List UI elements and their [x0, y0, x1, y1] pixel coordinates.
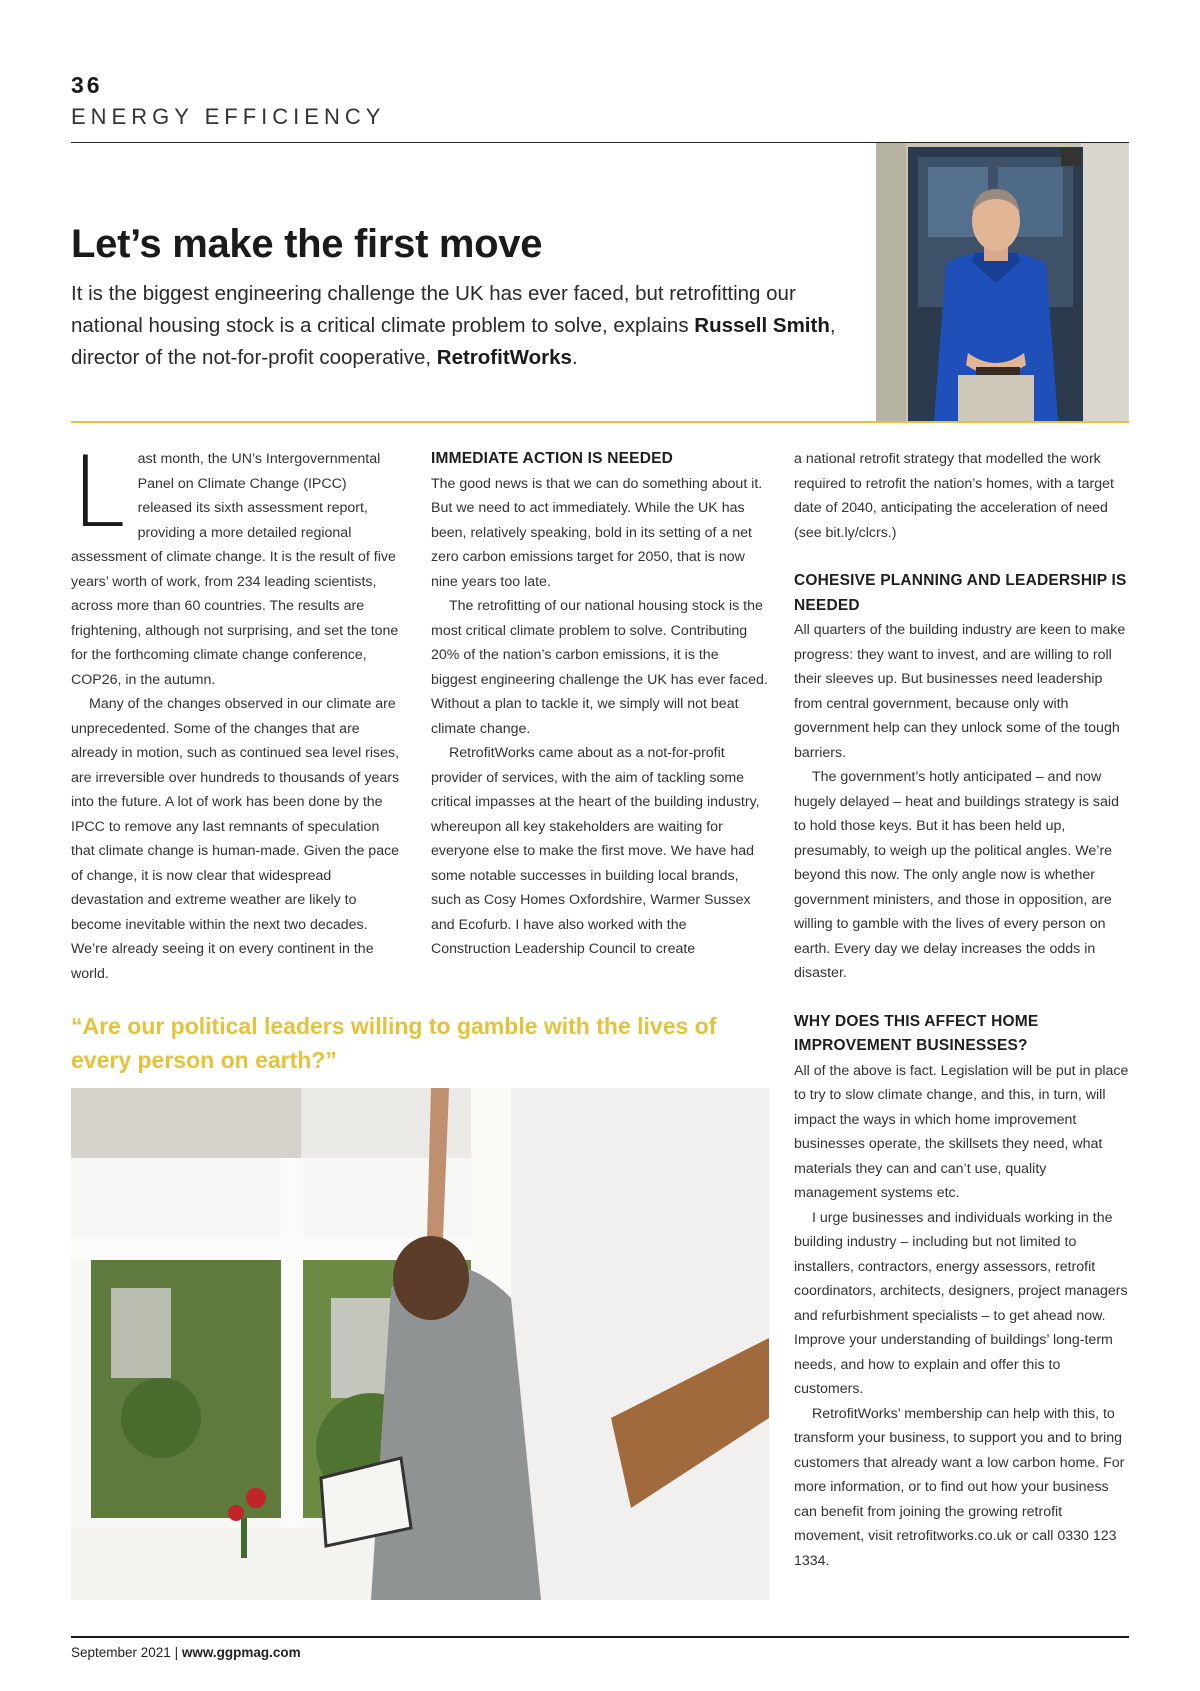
website-url: www.ggpmag.com — [181, 1645, 301, 1660]
article-standfirst — [71, 278, 861, 374]
col3-paragraph-4: I urge businesses and individuals working in the building industry – including but not limited to installers, contractors, energy assessors, retrofit coordinators, architects, designers, project managers and refurbishment specialists – to get ahead now. Improve your understanding of buildings’ long-term needs, and how to explain and offer this to customers. — [794, 1209, 1128, 1397]
column-3 — [794, 447, 1130, 1573]
drop-cap: L — [71, 436, 126, 550]
col2-paragraph-1: The good news is that we can do something about it. But we need to act immediately. While the UK has been, relatively speaking, bold in its setting of a net zero carbon emissions target for 2050, that is now nine years too late. — [431, 475, 763, 590]
standfirst-text-3: . — [571, 346, 578, 369]
page-number: 36 — [71, 72, 103, 98]
issue-date: September 2021 — [71, 1645, 171, 1660]
organisation-name: RetrofitWorks — [436, 346, 572, 369]
col3-paragraph-2: The government’s hotly anticipated – and now hugely delayed – heat and buildings strategy is said to hold those keys. But it has been held up, presumably, to weigh up the political angles. We’re beyond this now. The only angle now is whether government ministers, and those in opposition, are willing to gamble with the lives of every person on earth. Every day we delay increases the odds in disaster. — [794, 769, 1119, 981]
column-1 — [71, 436, 402, 986]
heading-home-improvement: WHY DOES THIS AFFECT HOME IMPROVEMENT BUSINESSES? — [794, 1012, 1039, 1054]
col1-paragraph-2: Many of the changes observed in our climate are unprecedented. Some of the changes that are already in motion, such as continued sea level rises, are irreversible over hundreds to thousands of years into the future. A lot of work has been done by the IPCC to remove any last remnants of speculation that climate change is human-made. Given the pace of change, it is now clear that widespread devastation and extreme weather are likely to become inevitable within the next two decades. We’re already seeing it on every continent in the world. — [71, 696, 400, 982]
pull-quote: “Are our political leaders willing to gamble with the lives of every person on earth?” — [71, 1013, 717, 1073]
window-inspection-photo — [71, 1088, 769, 1600]
standfirst-text-2: , director of the not-for-profit cooperative, — [71, 314, 836, 369]
col2-paragraph-2: The retrofitting of our national housing stock is the most critical climate problem to solve. Contributing 20% of the nation’s carbon emissions, it is the biggest engineering challenge the UK has ever faced. Without a plan to tackle it, we simply will not beat climate change. — [431, 598, 768, 737]
column-2 — [431, 447, 768, 962]
portrait-illustration — [876, 143, 1129, 421]
col3-paragraph-3: All of the above is fact. Legislation will be put in place to try to slow climate change, and this, in turn, will impact the ways in which home improvement businesses operate, the skillsets they need, what materials they can and can’t use, quality management systems etc. — [794, 1062, 1129, 1201]
col1-paragraph-1: ast month, the UN’s Intergovernmental Panel on Climate Change (IPCC) released its sixth assessment report, providing a more detailed regional assessment of climate change. It is the result of five years’ worth of work, from 234 leading scientists, across more than 60 countries. The results are frightening, although not surprising, and set the tone for the forthcoming climate change conference, COP26, in the autumn. — [71, 451, 399, 688]
author-portrait-photo — [876, 143, 1129, 421]
col3-paragraph-1: All quarters of the building industry are keen to make progress: they want to invest, and are willing to roll their sleeves up. But businesses need leadership from central government, because only with government help can they unlock some of the tough barriers. — [794, 622, 1126, 761]
footer-divider — [71, 1636, 1129, 1638]
standfirst-text-1: It is the biggest engineering challenge the UK has ever faced, but retrofitting our national housing stock is a critical climate problem to solve, explains — [71, 282, 796, 337]
heading-immediate-action: IMMEDIATE ACTION IS NEEDED — [431, 450, 674, 467]
section-title: ENERGY EFFICIENCY — [71, 104, 386, 129]
heading-cohesive-planning: COHESIVE PLANNING AND LEADERSHIP IS NEEDED — [794, 572, 1127, 614]
footer — [71, 1645, 301, 1660]
author-name: Russell Smith — [694, 314, 830, 337]
standfirst-divider — [71, 421, 1129, 423]
col3-paragraph-5: RetrofitWorks’ membership can help with this, to transform your business, to support you and to bring customers that already want a low carbon home. For more information, or to find out how your business can benefit from joining the growing retrofit movement, visit retrofitworks.co.uk or call 0330 123 1334. — [794, 1405, 1125, 1569]
col2-paragraph-3: RetrofitWorks came about as a not-for-profit provider of services, with the aim of tackling some critical impasses at the heart of the building industry, whereupon all key stakeholders are waiting for everyone else to make the first move. We have had some notable successes in building local brands, such as Cosy Homes Oxfordshire, Warmer Sussex and Ecofurb. I have also worked with the Construction Leadership Council to create — [431, 745, 760, 957]
article-headline: Let’s make the first move — [71, 222, 543, 266]
photo-illustration — [71, 1088, 769, 1600]
col3-paragraph-0: a national retrofit strategy that modelled the work required to retrofit the nation’s homes, with a target date of 2040, anticipating the acceleration of need (see bit.ly/clcrs.) — [794, 451, 1114, 541]
footer-separator: | — [174, 1645, 179, 1660]
